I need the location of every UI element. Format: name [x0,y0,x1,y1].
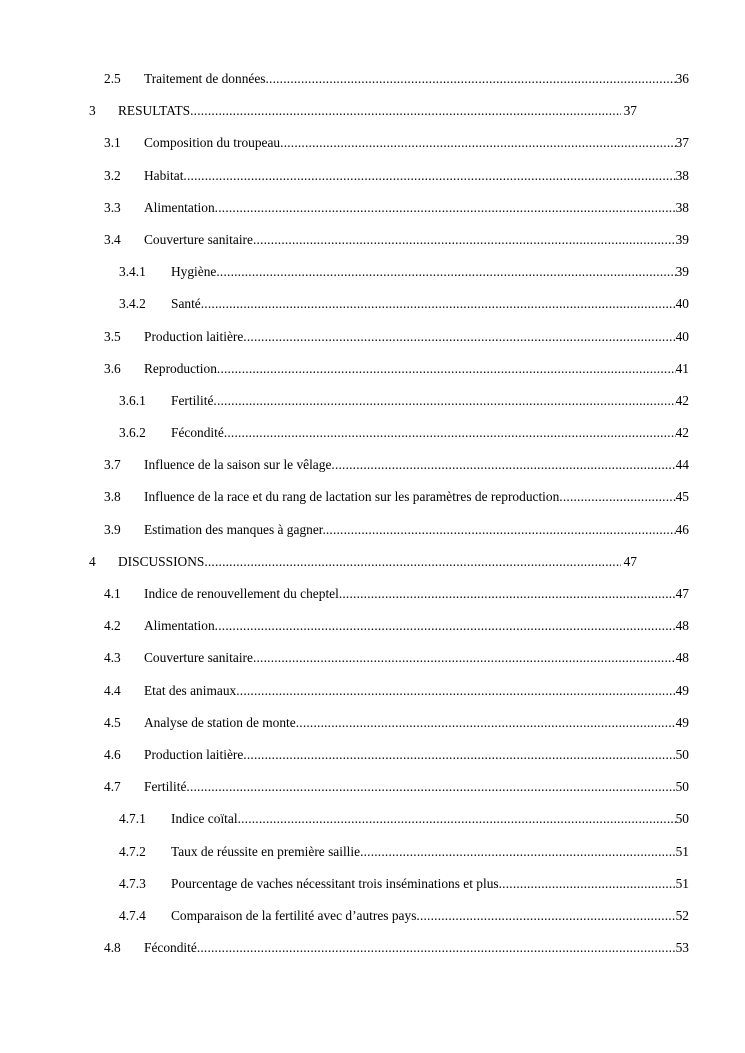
toc-entry-page: 39 [675,264,689,280]
toc-entry-line [144,771,689,803]
dot-leader [559,481,675,513]
toc-entry-number: 2.5 [104,71,121,86]
toc-entry-title: Hygiène [171,264,217,280]
dot-leader [217,353,676,385]
toc-entry-page: 46 [675,521,689,537]
toc-entry-line [171,803,689,835]
toc-entry[interactable] [0,417,745,449]
toc-entry[interactable] [0,546,745,578]
dot-leader [326,514,676,546]
toc-entry[interactable] [0,321,745,353]
toc-entry-number: 4.3 [104,650,121,666]
toc-entry-line [144,739,689,771]
toc-entry[interactable] [0,256,745,288]
toc-entry-line [171,836,689,868]
toc-entry-number: 3.4.2 [119,296,146,312]
toc-entry-page: 38 [675,167,689,183]
toc-entry[interactable] [0,95,745,127]
toc-entry-number: 4.7.4 [119,907,146,923]
dot-leader [186,771,675,803]
toc-entry[interactable] [0,385,745,417]
toc-entry-title: Taux de réussite en première saillie [171,843,361,859]
toc-entry-number: 3.8 [104,489,121,505]
toc-entry-title: Production laitière [144,746,244,762]
toc-entry[interactable] [0,514,745,546]
toc-entry-line [171,288,689,320]
toc-entry-number: 3.5 [104,328,121,344]
toc-entry[interactable] [0,900,745,932]
dot-leader [243,321,675,353]
toc-entry-line [171,256,689,288]
toc-entry-line [144,610,689,642]
toc-entry-page: 50 [675,811,689,827]
dot-leader [238,803,676,835]
dot-leader [213,385,675,417]
toc-entry-page: 36 [675,71,689,86]
toc-entry-page: 51 [675,875,689,891]
toc-entry-line [144,449,689,481]
toc-entry-line [171,868,689,900]
toc-entry-title: Reproduction [144,360,217,376]
toc-entry-number: 4.7.3 [119,875,146,891]
toc-entry-number: 4.5 [104,714,121,730]
toc-entry-line [144,160,689,192]
toc-entry-title: DISCUSSIONS [118,553,205,569]
toc-entry-number: 3.2 [104,167,121,183]
toc-entry[interactable] [0,160,745,192]
toc-entry-number: 3 [89,103,96,119]
toc-entry-number: 4.6 [104,746,121,762]
toc-entry-title: Indice coïtal [171,811,238,827]
toc-entry-title: Fertilité [171,392,214,408]
toc-entry-page: 48 [675,650,689,666]
toc-entry[interactable] [0,127,745,159]
toc-entry[interactable] [0,449,745,481]
toc-entry-number: 3.4 [104,231,121,247]
toc-entry[interactable] [0,288,745,320]
dot-leader [183,160,675,192]
toc-entry[interactable] [0,610,745,642]
toc-entry-title: RESULTATS [118,103,191,119]
toc-entry-title: Influence de la race et du rang de lactation sur les paramètres de reproduction [144,489,560,505]
toc-entry[interactable] [0,642,745,674]
toc-entry-line [144,192,689,224]
toc-entry-page: 52 [675,907,689,923]
toc-entry[interactable] [0,836,745,868]
toc-entry-number: 4.7 [104,779,121,795]
toc-entry-title: Alimentation [144,618,215,634]
toc-entry-page: 51 [675,843,689,859]
toc-entry-number: 3.7 [104,457,121,473]
dot-leader [360,836,676,868]
toc-entry-page: 38 [675,199,689,215]
toc-entry-page: 48 [675,618,689,634]
toc-entry-number: 3.6 [104,360,121,376]
toc-entry[interactable] [0,771,745,803]
toc-entry-page: 50 [675,746,689,762]
toc-entry-line [144,932,689,964]
dot-leader [253,224,676,256]
toc-entry-number: 3.6.1 [119,392,146,408]
dot-leader [280,127,675,159]
toc-entry[interactable] [0,707,745,739]
toc-entry-number: 4.2 [104,618,121,634]
toc-entry-title: Habitat [144,167,184,183]
dot-leader [201,288,676,320]
toc-entry[interactable] [0,224,745,256]
toc-entry[interactable] [0,932,745,964]
toc-entry-line [171,417,689,449]
toc-entry-page: 49 [675,714,689,730]
dot-leader [339,578,676,610]
toc-entry-number: 4.4 [104,682,121,698]
toc-entry-line [118,95,637,127]
toc-entry-title: Fertilité [144,779,187,795]
dot-leader [204,546,620,578]
toc-entry-line [171,900,689,932]
toc-entry-line [144,642,689,674]
toc-entry[interactable] [0,739,745,771]
toc-entry-line [144,481,689,513]
toc-entry-number: 3.3 [104,199,121,215]
dot-leader [243,739,675,771]
dot-leader [224,417,676,449]
toc-entry-line [171,385,689,417]
toc-entry-page: 47 [623,553,637,569]
toc-entry-number: 3.4.1 [119,264,146,280]
toc-entry-title: Estimation des manques à gagner. [144,521,326,537]
toc-entry-line [144,321,689,353]
toc-entry-page: 49 [675,682,689,698]
toc-entry-page: 39 [675,231,689,247]
toc-entry-title: Fécondité [171,425,224,441]
dot-leader [215,610,676,642]
dot-leader [416,900,675,932]
toc-entry-page: 40 [675,328,689,344]
toc-entry[interactable] [0,353,745,385]
toc-entry-number: 4.1 [104,586,121,601]
toc-entry-page: 45 [675,489,689,505]
toc-entry-line [144,353,689,385]
toc-entry-line [144,578,689,610]
toc-entry-line [144,707,689,739]
toc-entry[interactable] [0,578,745,610]
toc-entry-page: 53 [675,940,689,956]
toc-entry-number: 4 [89,553,96,569]
dot-leader [331,449,675,481]
dot-leader [265,63,675,95]
toc-entry[interactable] [0,675,745,707]
toc-entry-title: Comparaison de la fertilité avec d’autres pays [171,907,417,923]
dot-leader [215,192,676,224]
dot-leader [197,932,676,964]
toc-entry-title: Indice de renouvellement du cheptel [144,586,339,601]
toc-entry-title: Santé [171,296,201,312]
toc-entry-title: Production laitière [144,328,244,344]
toc-entry-title: Influence de la saison sur le vêlage [144,457,332,473]
toc-entry-line [144,63,689,95]
toc-entry-title: Couverture sanitaire [144,650,253,666]
toc-entry-number: 4.7.1 [119,811,146,827]
dot-leader [190,95,621,127]
toc-entry-page: 42 [675,425,689,441]
toc-entry-title: Couverture sanitaire [144,231,253,247]
dot-leader [296,707,676,739]
toc-entry-page: 50 [675,779,689,795]
toc-entry-number: 4.7.2 [119,843,146,859]
toc-entry-line [144,514,689,546]
toc-entry-line [144,224,689,256]
toc-entry[interactable] [0,481,745,513]
toc-entry[interactable] [0,63,745,95]
toc-entry-page: 44 [675,457,689,473]
toc-entry-page: 37 [675,135,689,151]
toc-entry-line [144,675,689,707]
toc-entry-number: 4.8 [104,940,121,956]
toc-entry-line [118,546,637,578]
toc-entry-title: Pourcentage de vaches nécessitant trois inséminations et plus [171,875,499,891]
toc-entry-number: 3.9 [104,521,121,537]
toc-entry-line [144,127,689,159]
toc-entry[interactable] [0,192,745,224]
toc-entry[interactable] [0,803,745,835]
toc-entry-title: Alimentation [144,199,215,215]
toc-entry-title: Etat des animaux [144,682,237,698]
dot-leader [499,868,676,900]
table-of-contents [0,63,745,964]
toc-entry-page: 47 [675,586,689,601]
dot-leader [253,642,676,674]
dot-leader [236,675,675,707]
toc-entry-page: 42 [675,392,689,408]
toc-entry-number: 3.1 [104,135,121,151]
toc-entry-number: 3.6.2 [119,425,146,441]
toc-entry-title: Composition du troupeau [144,135,281,151]
toc-entry-title: Fécondité [144,940,197,956]
toc-entry[interactable] [0,868,745,900]
toc-entry-title: Traitement de données [144,71,266,86]
toc-entry-page: 41 [675,360,689,376]
toc-entry-page: 37 [623,103,637,119]
toc-entry-page: 40 [675,296,689,312]
dot-leader [216,256,675,288]
toc-entry-title: Analyse de station de monte [144,714,296,730]
